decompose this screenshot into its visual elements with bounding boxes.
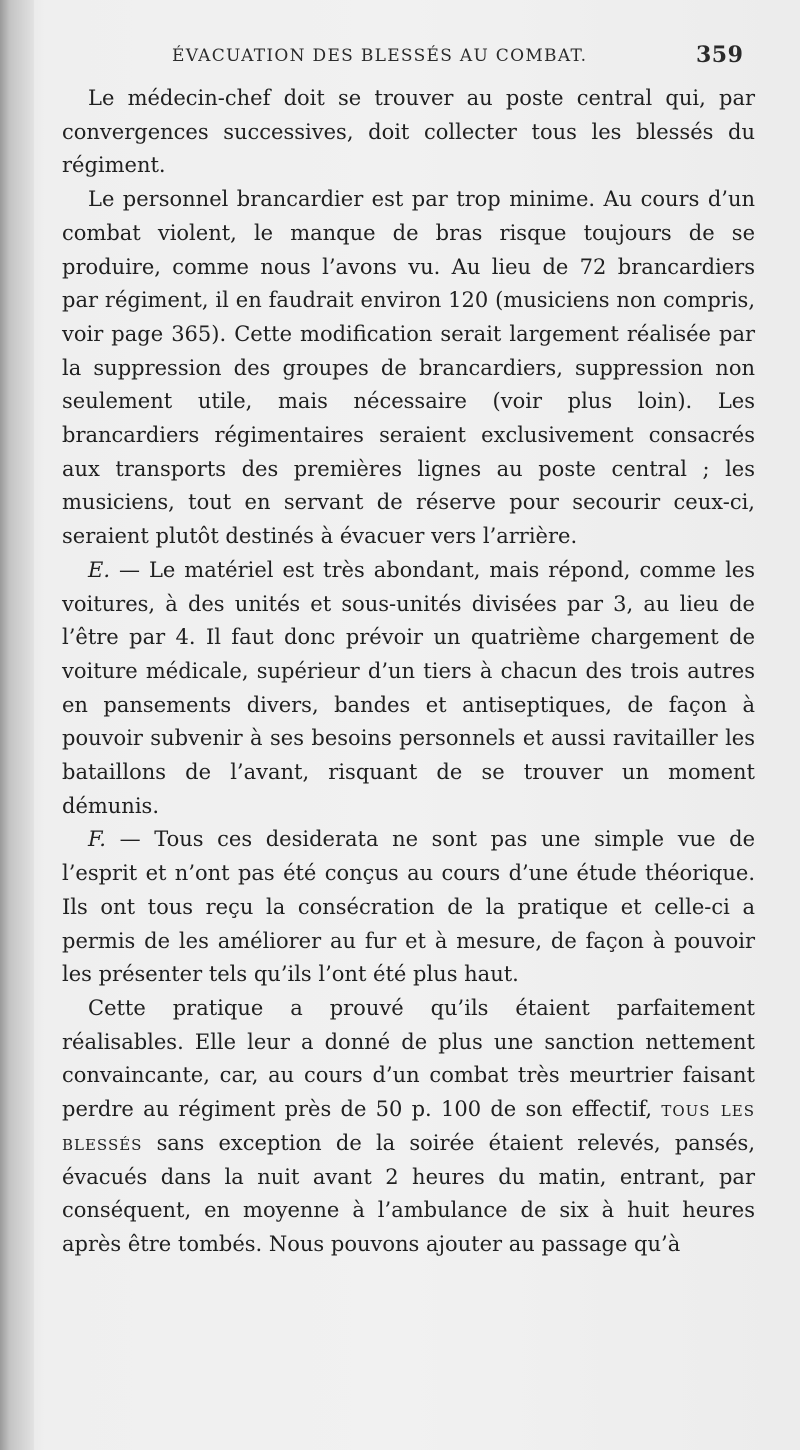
section-label-f: F.: [88, 827, 106, 852]
body-text: [62, 82, 755, 1262]
paragraph-3: [62, 554, 755, 824]
paragraph-2: Le personnel brancardier est par trop minime. Au cours d’un combat violent, le manque de bras risque toujours de se produire, comme nous l’avons vu. Au lieu de 72 brancardiers par régiment, il en faudrait environ 120 (musiciens non compris, voir page 365). Cette modification serait largement réalisée par la suppression des groupes de brancardiers, suppression non seulement utile, mais nécessaire (voir plus loin). Les brancardiers régimentaires seraient exclusivement consacrés aux transports des premières lignes au poste central ; les musiciens, tout en servant de réserve pour secourir ceux-ci, seraient plutôt destinés à évacuer vers l’arrière.: [62, 187, 755, 549]
emphasis-small-caps: tous les blessés: [62, 1097, 755, 1155]
paragraph-4: [62, 823, 755, 992]
running-head: ÉVACUATION DES BLESSÉS AU COMBAT.: [172, 46, 588, 66]
paragraph-1: Le médecin-chef doit se trouver au poste central qui, par convergences successives, doit collecter tous les blessés du régiment.: [62, 86, 755, 178]
paragraph-5: [62, 992, 755, 1262]
paragraph-5-text-after: sans exception de la soirée étaient relevés, pansés, évacués dans la nuit avant 2 heures du matin, entrant, par conséquent, en moyenne à l’ambulance de six à huit heures après être tombés. Nous pouvons ajouter au passage qu’à: [62, 1130, 755, 1256]
binding-shadow: [0, 0, 34, 1450]
page-header: [0, 42, 800, 76]
page-number: 359: [696, 42, 744, 68]
section-label-e: E.: [88, 557, 111, 582]
paragraph-5-text-before: Cette pratique a prouvé qu’ils étaient parfaitement réalisables. Elle leur a donné de plus une sanction nettement convaincante, car, au cours d’un combat très meurtrier faisant perdre au régiment près de 50 p. 100 de son effectif,: [62, 995, 755, 1122]
paragraph-3-text: — Le matériel est très abondant, mais répond, comme les voitures, à des unités et sous-unités divisées par 3, au lieu de l’être par 4. Il faut donc prévoir un quatrième chargement de voiture médicale, supérieur d’un tiers à chacun des trois autres en pansements divers, bandes et antiseptiques, de façon à pouvoir subvenir à ses besoins personnels et aussi ravitailler les bataillons de l’avant, risquant de se trouver un moment démunis.: [62, 557, 755, 818]
paragraph-4-text: — Tous ces desiderata ne sont pas une simple vue de l’esprit et n’ont pas été conçus au cours d’une étude théorique. Ils ont tous reçu la consécration de la pratique et celle-ci a permis de les améliorer au fur et à mesure, de façon à pouvoir les présenter tels qu’ils l’ont été plus haut.: [62, 827, 755, 987]
